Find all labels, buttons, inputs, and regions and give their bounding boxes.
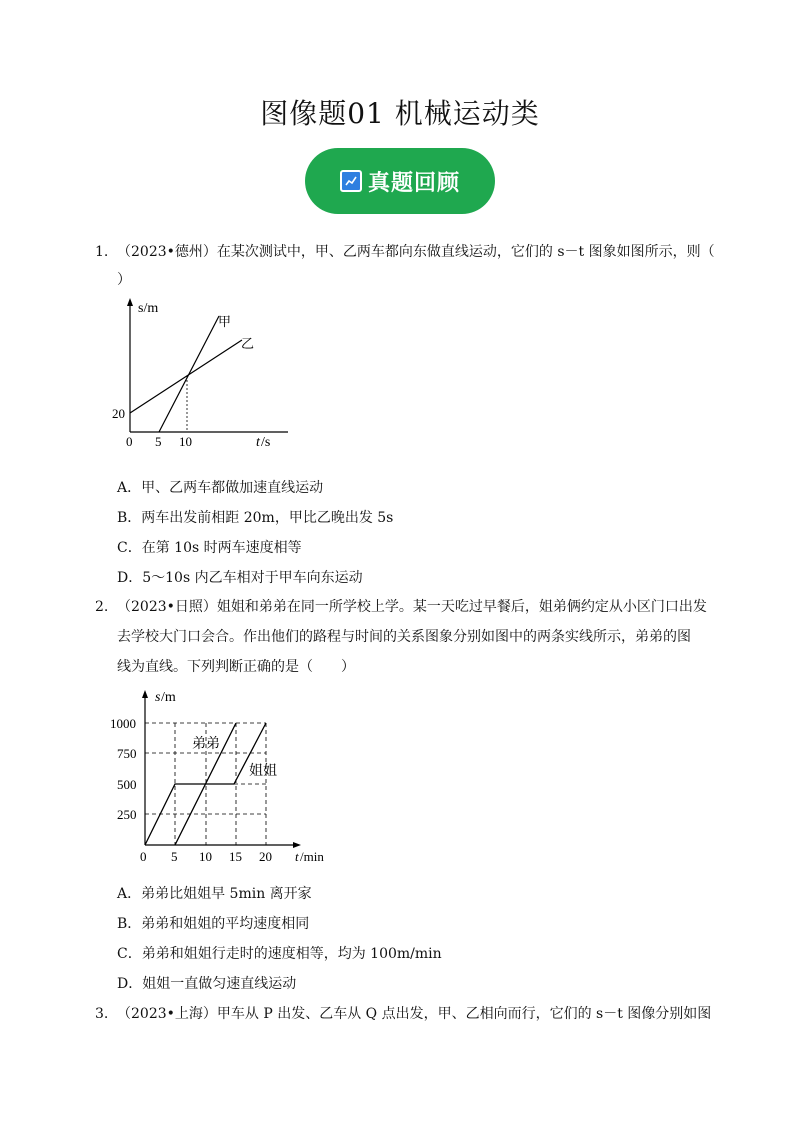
- figure-1-st-graph: [108, 292, 298, 452]
- question-2-text-line1: （2023•日照）姐姐和弟弟在同一所学校上学。某一天吃过早餐后，姐弟俩约定从小区门口出发: [117, 599, 707, 615]
- q2-option-c: C．弟弟和姐姐行走时的速度相等，均为 100m/min: [117, 946, 442, 962]
- fig1-label-jia: 甲: [218, 314, 232, 329]
- fig2-x-tick-20: 20: [259, 849, 272, 864]
- fig1-x-tick-5: 5: [155, 434, 162, 449]
- fig1-line-jia: [159, 316, 219, 432]
- question-2-text-line2: 去学校大门口会合。作出他们的路程与时间的关系图象分别如图中的两条实线所示，弟弟的图: [117, 629, 691, 645]
- q1-option-b: B．两车出发前相距 20m，甲比乙晚出发 5s: [117, 510, 394, 526]
- fig2-x-tick-0: 0: [140, 849, 147, 864]
- q2-option-a: A．弟弟比姐姐早 5min 离开家: [117, 886, 312, 902]
- fig2-y-label-unit: /m: [161, 690, 176, 705]
- figure-2-st-graph: [108, 685, 358, 870]
- fig2-x-tick-5: 5: [171, 849, 178, 864]
- fig2-label-jiejie: 姐姐: [249, 764, 277, 779]
- fig2-y-label-var: s: [155, 690, 161, 705]
- question-1-text-line1: （2023•德州）在某次测试中，甲、乙两车都向东做直线运动，它们的 s－t 图象如图所示，则（: [117, 244, 715, 260]
- fig1-x-tick-0: 0: [126, 434, 133, 449]
- question-1-text-line2: ）: [117, 272, 131, 288]
- fig2-label-didi: 弟弟: [192, 737, 220, 752]
- fig1-x-label-unit: /s: [261, 435, 271, 450]
- fig2-x-tick-10: 10: [199, 849, 212, 864]
- q1-option-d: D．5～10s 内乙车相对于甲车向东运动: [117, 570, 363, 586]
- section-badge: [305, 148, 495, 214]
- fig1-x-tick-10: 10: [179, 434, 192, 449]
- fig2-x-label-unit: /min: [300, 849, 324, 864]
- question-3-number: 3.: [95, 1006, 109, 1022]
- fig2-y-tick-1000: 1000: [110, 716, 136, 731]
- q1-option-c: C．在第 10s 时两车速度相等: [117, 540, 302, 556]
- fig2-y-tick-500: 500: [117, 777, 137, 792]
- question-2-text-line3: 线为直线。下列判断正确的是（ ）: [117, 659, 355, 675]
- q2-option-d: D．姐姐一直做匀速直线运动: [117, 976, 297, 992]
- fig1-line-yi: [130, 340, 242, 413]
- badge-label: 真题回顾: [367, 170, 460, 196]
- fig1-label-yi: 乙: [241, 336, 255, 351]
- question-2-number: 2.: [95, 599, 109, 615]
- q2-option-b: B．弟弟和姐姐的平均速度相同: [117, 916, 310, 932]
- fig2-y-tick-750: 750: [117, 746, 137, 761]
- fig2-y-tick-250: 250: [117, 807, 137, 822]
- fig1-y-axis-arrow: [127, 298, 133, 306]
- fig1-x-label-var: t: [256, 435, 260, 450]
- fig2-y-axis-arrow: [142, 690, 148, 698]
- fig1-y-label: s/m: [138, 301, 159, 316]
- fig2-x-axis-arrow: [293, 842, 301, 848]
- question-1-number: 1.: [95, 244, 109, 260]
- q1-option-a: A．甲、乙两车都做加速直线运动: [117, 480, 324, 496]
- chart-icon: [340, 170, 362, 192]
- question-3-text-line1: （2023•上海）甲车从 P 出发、乙车从 Q 点出发，甲、乙相向而行，它们的 s－t 图像分别如图: [117, 1006, 712, 1022]
- page-title: 图像题01 机械运动类: [260, 97, 540, 130]
- fig2-x-tick-15: 15: [229, 849, 242, 864]
- fig1-y-tick-20: 20: [112, 406, 125, 421]
- fig2-x-label-var: t: [295, 849, 299, 864]
